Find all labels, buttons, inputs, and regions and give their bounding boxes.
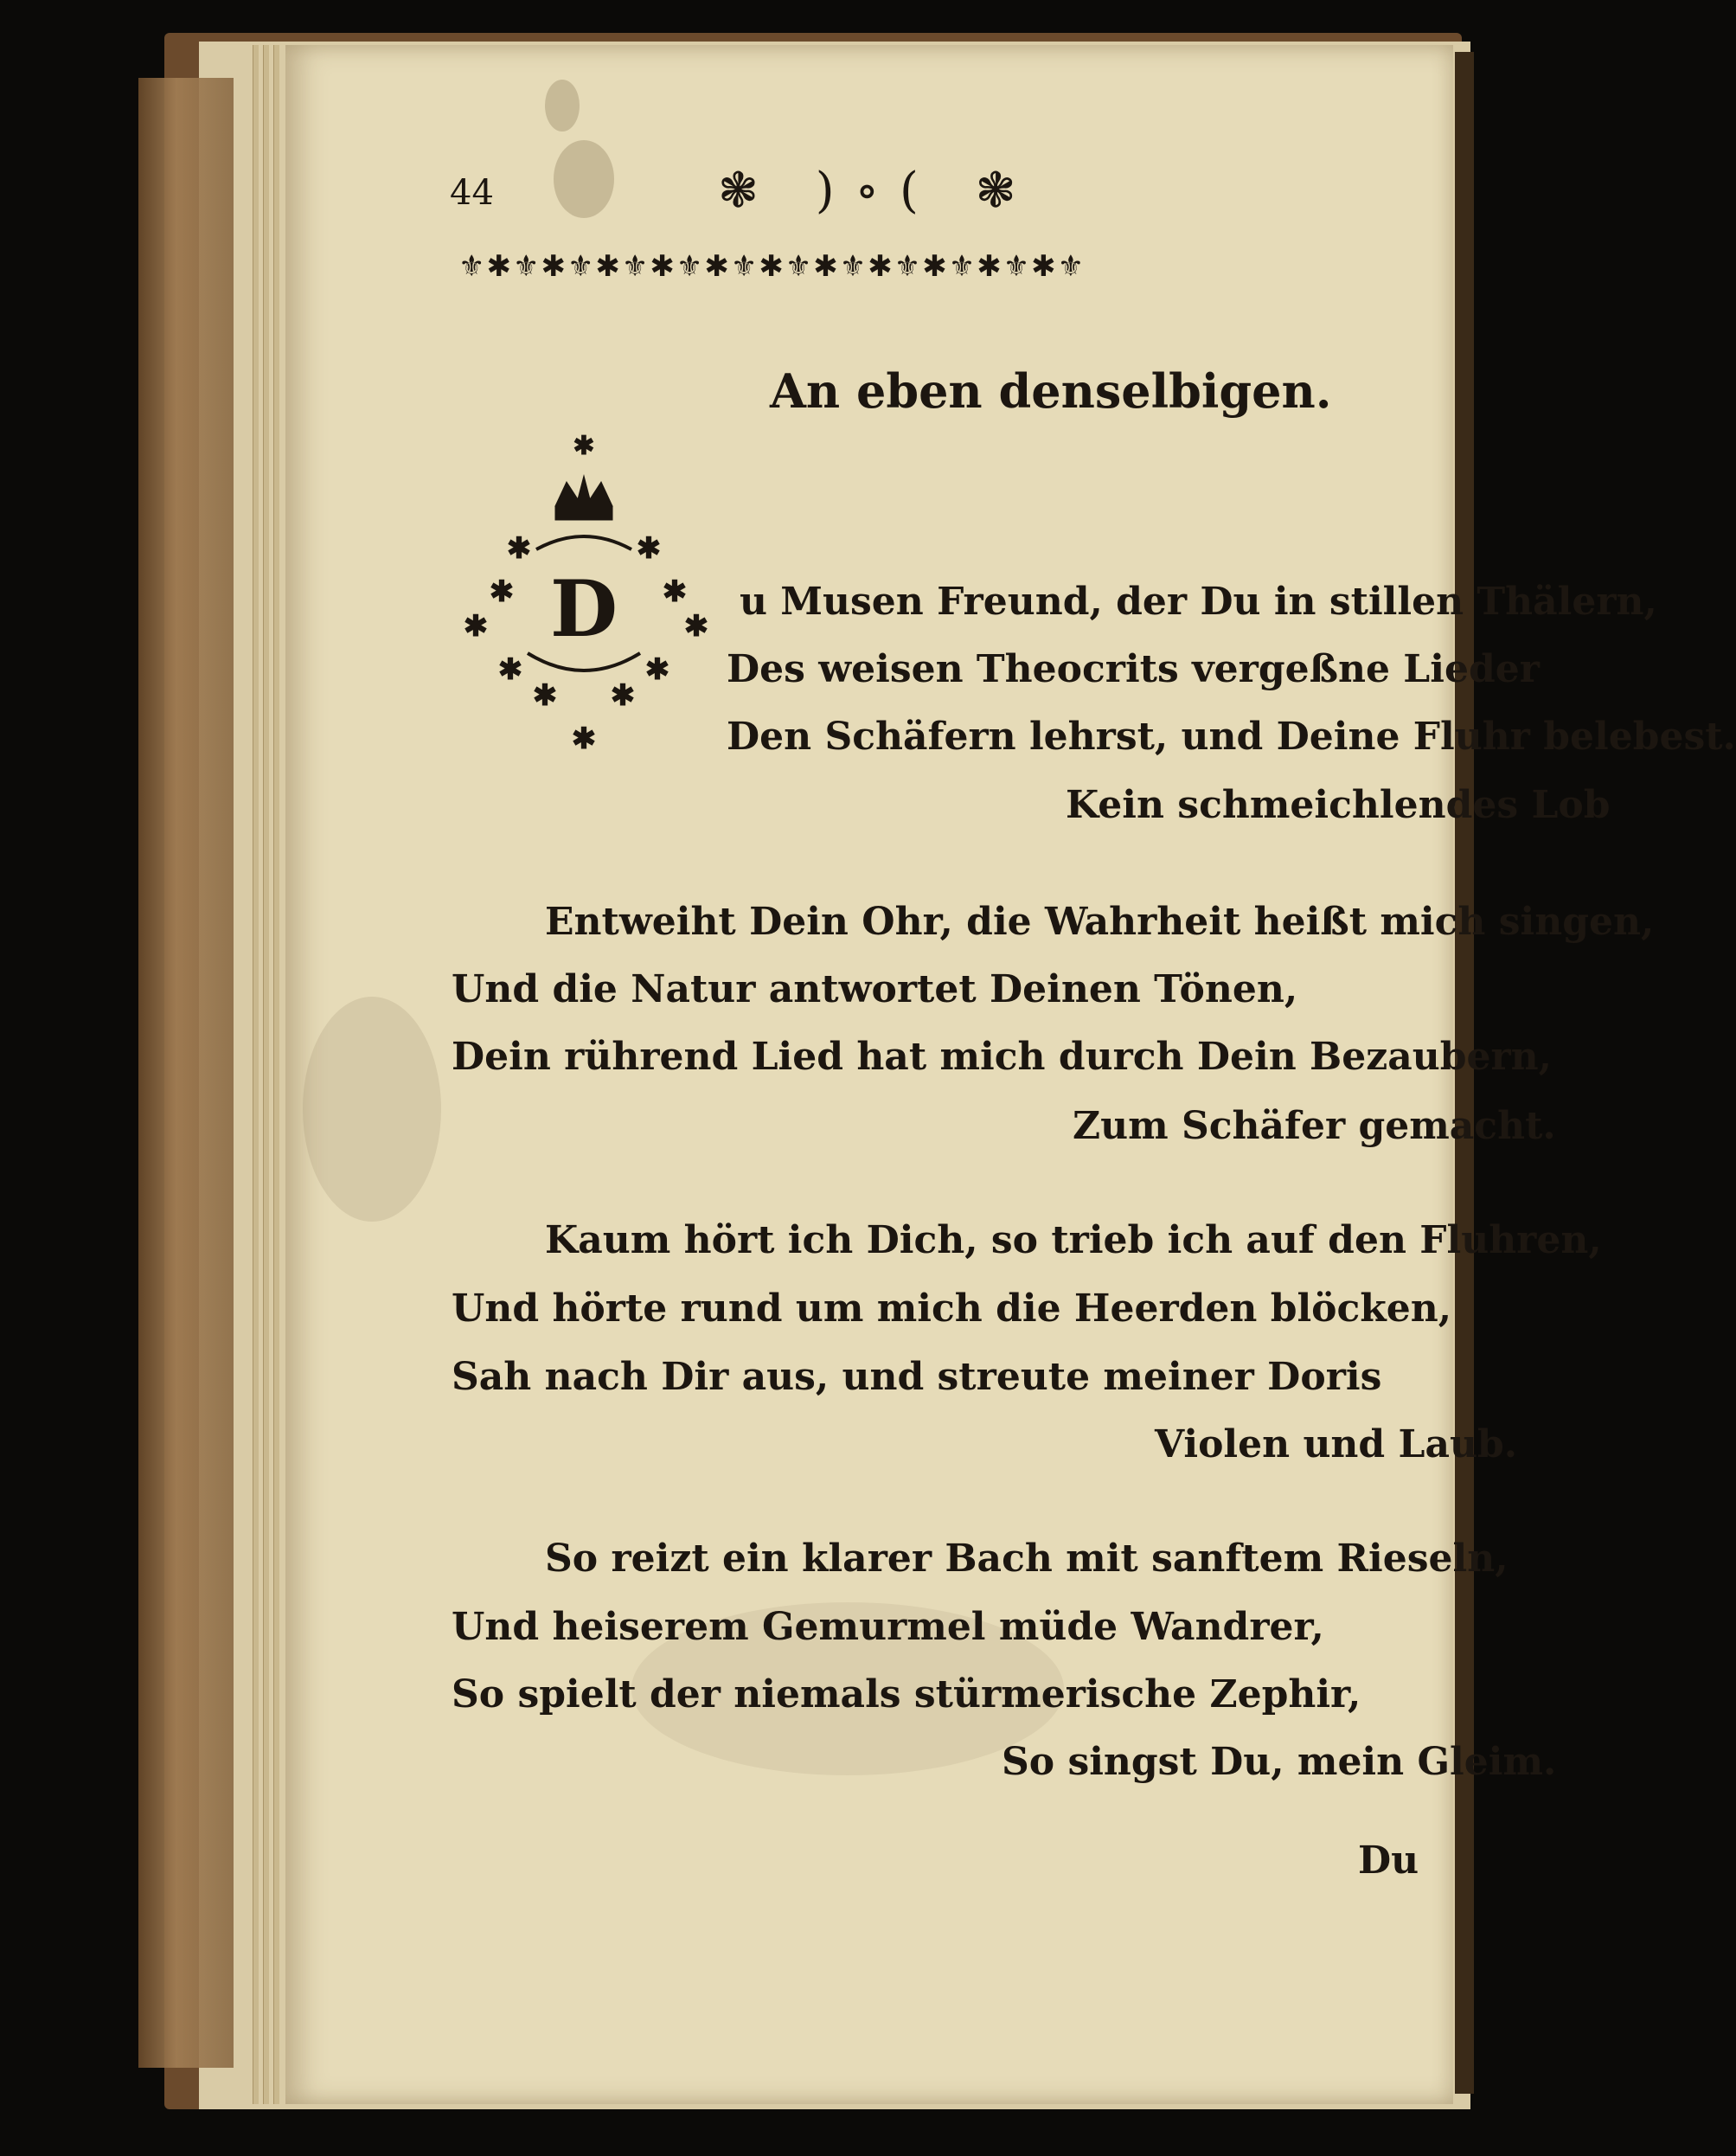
foxing-stain xyxy=(303,997,441,1222)
page-leaf-edge xyxy=(273,45,279,2104)
page-leaf-edge xyxy=(263,45,269,2104)
poem-line: Entweiht Dein Ohr, die Wahrheit heißt mich singen, xyxy=(545,900,1655,944)
foxing-stain xyxy=(545,80,580,132)
svg-text:✱: ✱ xyxy=(662,574,688,609)
poem-line: Und hörte rund um mich die Heerden blöcken, xyxy=(452,1287,1452,1331)
svg-text:✱: ✱ xyxy=(506,531,532,566)
svg-text:✱: ✱ xyxy=(610,678,636,713)
ornamental-rule: ⚜✱⚜✱⚜✱⚜✱⚜✱⚜✱⚜✱⚜✱⚜✱⚜✱⚜✱⚜ xyxy=(458,249,1086,284)
svg-text:✱: ✱ xyxy=(644,652,670,687)
svg-text:✱: ✱ xyxy=(497,652,523,687)
poem-title: An eben denselbigen. xyxy=(770,363,1332,419)
poem-line: Des weisen Theocrits vergeßne Lieder xyxy=(727,647,1540,691)
foxing-stain xyxy=(554,140,614,218)
svg-text:✱: ✱ xyxy=(463,609,489,644)
poem-line: So spielt der niemals stürmerische Zephir, xyxy=(452,1672,1361,1716)
svg-text:✱: ✱ xyxy=(683,609,709,644)
poem-line: Den Schäfern lehrst, und Deine Fluhr belebest. xyxy=(727,715,1736,759)
svg-text:✱: ✱ xyxy=(532,678,558,713)
poem-line: Kein schmeichlendes Lob xyxy=(1066,783,1611,827)
svg-text:✱: ✱ xyxy=(636,531,662,566)
initial-letter: D xyxy=(549,563,618,655)
ornamental-drop-initial xyxy=(458,428,709,757)
poem-line: Dein rührend Lied hat mich durch Dein Bezaubern, xyxy=(452,1035,1552,1079)
catchword: Du xyxy=(1358,1838,1419,1883)
poem-line: u Musen Freund, der Du in stillen Thälern, xyxy=(740,580,1657,624)
poem-line: So singst Du, mein Gleim. xyxy=(1002,1740,1557,1784)
page-leaf-edge xyxy=(253,45,259,2104)
poem-line: Violen und Laub. xyxy=(1155,1422,1518,1466)
poem-line: Sah nach Dir aus, und streute meiner Doris xyxy=(452,1355,1382,1399)
poem-line: Und heiserem Gemurmel müde Wandrer, xyxy=(452,1605,1324,1649)
book-spine xyxy=(138,78,234,2068)
header-ornament: ❃ )∘( ❃ xyxy=(718,163,1037,219)
page-number: 44 xyxy=(450,173,494,213)
poem-line: Und die Natur antwortet Deinen Tönen, xyxy=(452,967,1298,1011)
poem-line: So reizt ein klarer Bach mit sanftem Rieseln, xyxy=(545,1537,1509,1581)
svg-text:✱: ✱ xyxy=(573,431,595,461)
poem-line: Kaum hört ich Dich, so trieb ich auf den Fluhren, xyxy=(545,1218,1602,1262)
svg-text:✱: ✱ xyxy=(571,722,597,756)
svg-text:✱: ✱ xyxy=(489,574,515,609)
poem-line: Zum Schäfer gemacht. xyxy=(1073,1104,1556,1148)
